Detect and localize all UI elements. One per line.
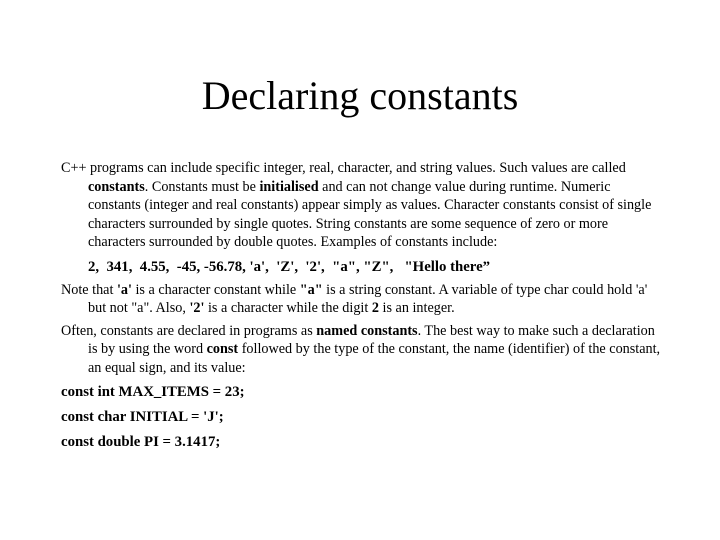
code-line-pi: const double PI = 3.1417; [61, 434, 221, 450]
code-block [61, 383, 661, 452]
text-run: is an integer. [378, 300, 455, 316]
slide-body [61, 159, 661, 452]
text-run: is a character while the digit [204, 300, 372, 316]
text-run: followed by the type of the constant, the name (identifier) of the constant, an equal sign, and its value: [88, 341, 661, 376]
paragraph-char-vs-string [61, 281, 661, 318]
constant-examples: 2, 341, 4.55, -45, -56.78, 'a', 'Z', '2', "a", "Z", "Hello there” [88, 258, 491, 275]
text-run: . Constants must be [144, 178, 260, 195]
text-run: Often, constants are declared in programs as [61, 322, 317, 339]
code-line-max-items: const int MAX_ITEMS = 23; [61, 384, 245, 400]
slide-title: Declaring constants [201, 73, 519, 118]
term-named-constants: named constants [316, 322, 418, 339]
term-constants: constants [88, 178, 145, 195]
text-run: Note that [61, 281, 117, 298]
text-run: and can not change value during runtime. Numeric constants (integer and real constants) appear simply as values. Character constants consist of single characters surrounded by single quotes. String constants are some sequence of zero or more characters surrounded by double quotes. Examples of constants include: [88, 178, 652, 250]
paragraph-named-constants [61, 322, 661, 378]
string-literal-a: "a" [299, 281, 323, 298]
char-literal-a: 'a' [116, 281, 132, 298]
text-run: . The best way to make such a declaration is by using the word [88, 322, 655, 357]
keyword-const: const [206, 341, 239, 357]
text-run: is a string constant. A variable of type char could hold 'a' but not "a". Also, [88, 281, 648, 316]
code-line-initial: const char INITIAL = 'J'; [61, 409, 224, 425]
digit-2: 2 [371, 300, 379, 316]
text-run: is a character constant while [131, 281, 300, 298]
char-literal-2: '2' [189, 300, 205, 316]
term-initialised: initialised [259, 178, 319, 195]
paragraph-constants-intro [61, 159, 661, 252]
text-run: C++ programs can include specific integer, real, character, and string values. Such values are called [61, 160, 626, 176]
